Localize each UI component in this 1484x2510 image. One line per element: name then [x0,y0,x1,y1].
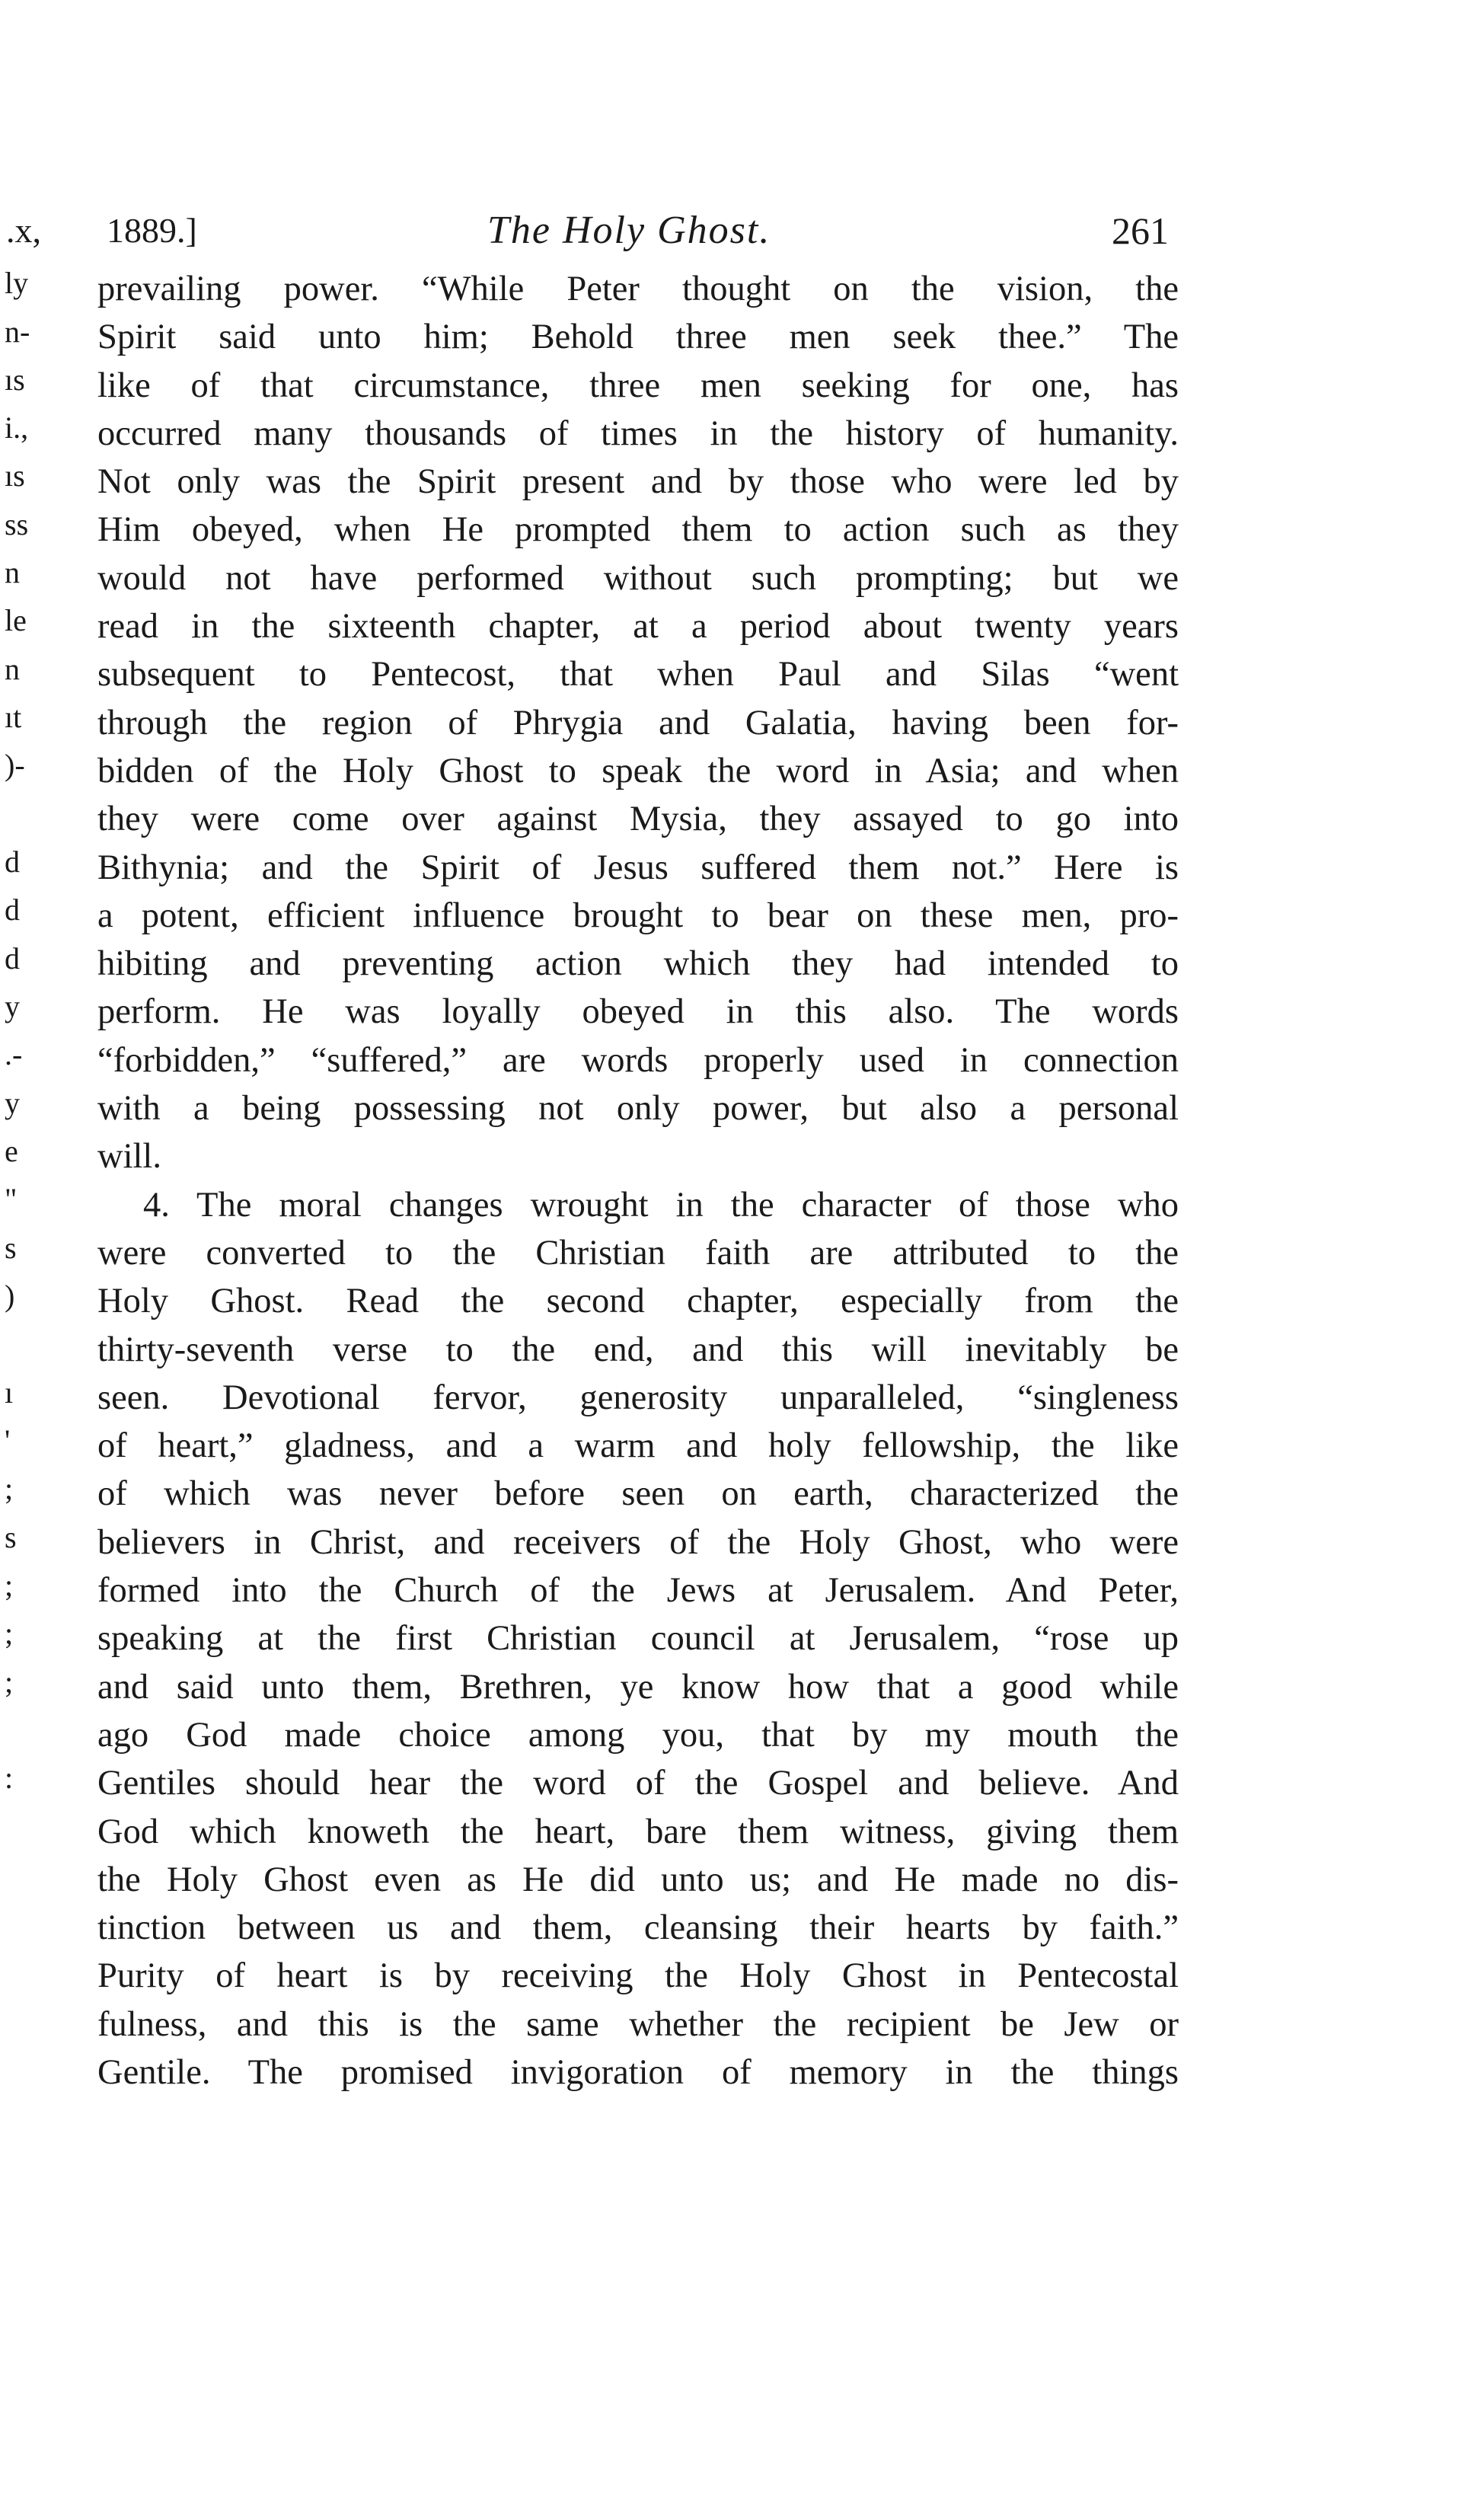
text-line: Not only was the Spirit present and by those who were led by [97,462,1179,502]
margin-fragment: d [5,941,20,976]
margin-fragment: d [5,845,20,879]
text-line: like of that circumstance, three men seeking for one, has [97,366,1179,405]
body-text [97,265,1179,2096]
text-line: thirty-seventh verse to the end, and this will inevitably be [97,1330,1179,1369]
text-line: Gentiles should hear the word of the Gospel and believe. And [97,1764,1179,1803]
text-line: fulness, and this is the same whether the recipient be Jew or [97,2004,1179,2044]
margin-fragment: ıs [5,458,25,493]
margin-fragment: ) [5,1279,15,1313]
text-line: with a being possessing not only power, but also a personal [97,1089,1179,1129]
text-line: Him obeyed, when He prompted them to action such as they [97,510,1179,550]
left-margin-fragments [0,0,84,2510]
margin-fragment: ı [5,1375,14,1410]
paragraph-start-line: 4. The moral changes wrought in the character of those who [143,1185,1179,1225]
text-line: read in the sixteenth chapter, at a period about twenty years [97,607,1179,647]
margin-fragment: s [5,1231,17,1265]
margin-fragment: .- [5,1037,23,1071]
text-line: bidden of the Holy Ghost to speak the word in Asia; and when [97,751,1179,790]
margin-fragment: n [5,652,20,686]
margin-fragment: i., [5,410,29,445]
text-line: they were come over against Mysia, they assayed to go into [97,800,1179,839]
margin-fragment: d [5,893,20,927]
text-line: were converted to the Christian faith are attributed to the [97,1233,1179,1273]
header-left-fragment: .x, [6,211,41,250]
margin-fragment: le [5,603,27,637]
text-line: Holy Ghost. Read the second chapter, especially from the [97,1282,1179,1321]
text-line: Purity of heart is by receiving the Holy Ghost in Pentecostal [97,1956,1179,1996]
margin-fragment: y [5,989,20,1023]
header-year: 1889.] [107,211,197,250]
running-header [0,204,1484,257]
margin-fragment: ' [5,1423,11,1458]
margin-fragment: n- [5,315,30,349]
text-line: hibiting and preventing action which they had intended to [97,944,1179,984]
page-number: 261 [1112,209,1169,252]
text-line: Bithynia; and the Spirit of Jesus suffered them not.” Here is [97,848,1179,887]
margin-fragment: ıs [5,362,25,397]
text-line: subsequent to Pentecost, that when Paul and Silas “went [97,655,1179,695]
text-line: Spirit said unto him; Behold three men seek thee.” The [97,318,1179,357]
text-line: a potent, efficient influence brought to bear on these men, pro- [97,896,1179,935]
margin-fragment: e [5,1134,18,1168]
text-line: perform. He was loyally obeyed in this also. The words [97,992,1179,1032]
margin-fragment: ; [5,1568,14,1602]
text-line: speaking at the first Christian council at Jerusalem, “rose up [97,1619,1179,1659]
text-line: formed into the Church of the Jews at Jerusalem. And Peter, [97,1571,1179,1611]
text-line: tinction between us and them, cleansing their hearts by faith.” [97,1908,1179,1948]
text-line: will. [97,1137,161,1177]
text-line: God which knoweth the heart, bare them witness, giving them [97,1812,1179,1851]
margin-fragment: : [5,1761,14,1795]
margin-fragment: ; [5,1471,14,1506]
text-line: prevailing power. “While Peter thought on the vision, the [97,270,1179,308]
text-line: the Holy Ghost even as He did unto us; and He made no dis- [97,1860,1179,1899]
text-line: Gentile. The promised invigoration of memory in the things [97,2052,1179,2092]
text-line: of which was never before seen on earth, characterized the [97,1474,1179,1514]
text-line: of heart,” gladness, and a warm and holy fellowship, the like [97,1426,1179,1466]
header-title: The Holy Ghost. [487,209,771,252]
margin-fragment: )- [5,748,25,782]
text-line: through the region of Phrygia and Galatia, having been for- [97,703,1179,742]
margin-fragment: ly [5,266,29,300]
text-line: and said unto them, Brethren, ye know how that a good while [97,1667,1179,1707]
margin-fragment: ; [5,1616,14,1650]
text-line: occurred many thousands of times in the history of humanity. [97,414,1179,453]
margin-fragment: y [5,1086,20,1120]
text-line: ago God made choice among you, that by my mouth the [97,1715,1179,1755]
margin-fragment: s [5,1520,17,1554]
text-line: “forbidden,” “suffered,” are words properly used in connection [97,1040,1179,1080]
margin-fragment: ıt [5,700,22,734]
margin-fragment: ; [5,1665,14,1699]
text-line: seen. Devotional fervor, generosity unparalleled, “singleness [97,1378,1179,1417]
text-line: believers in Christ, and receivers of the Holy Ghost, who were [97,1522,1179,1562]
margin-fragment: n [5,555,20,589]
margin-fragment: " [5,1182,18,1216]
margin-fragment: ss [5,507,29,541]
text-line: would not have performed without such prompting; but we [97,558,1179,598]
